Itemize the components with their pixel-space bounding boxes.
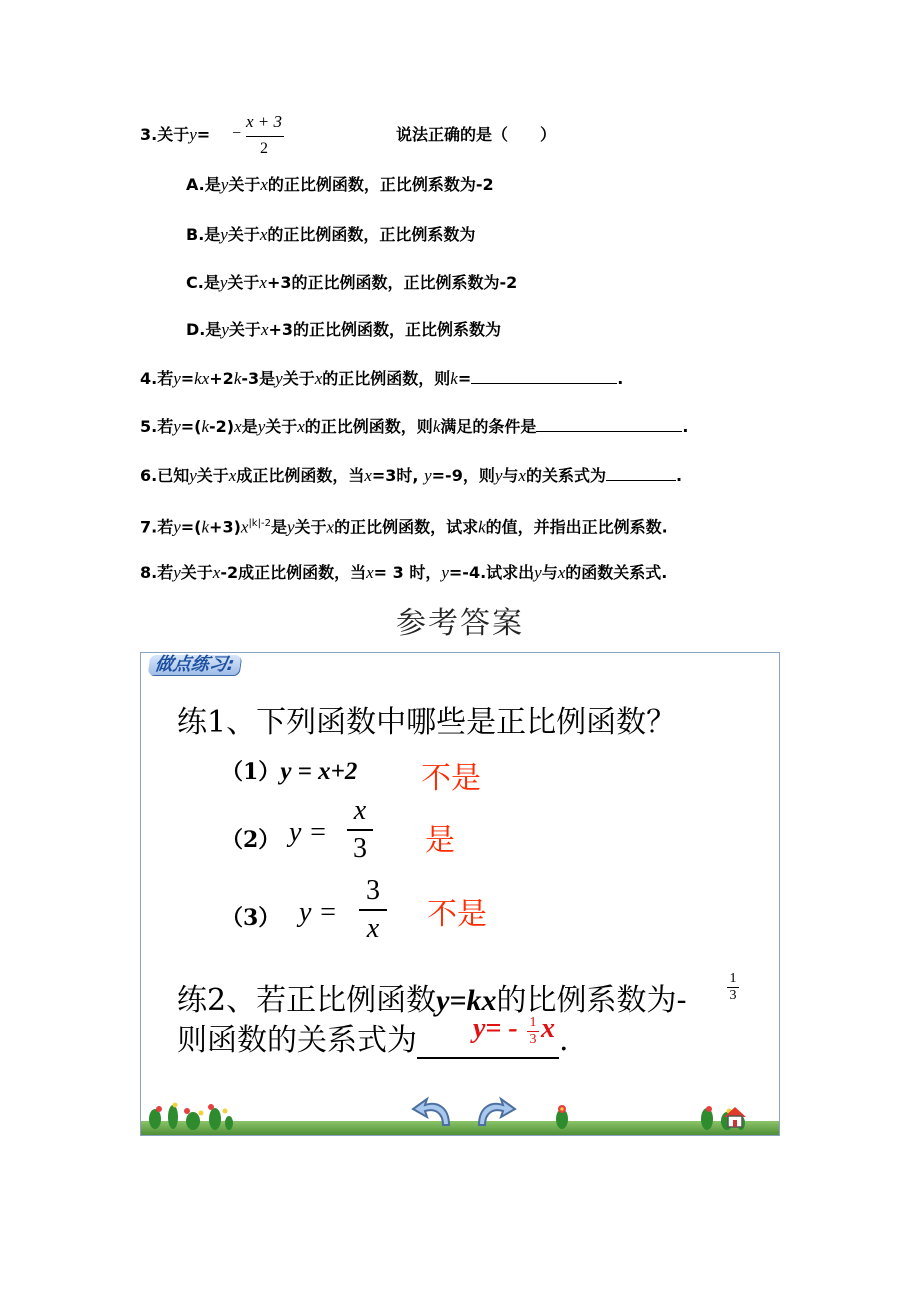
q8-v3: x	[366, 563, 374, 582]
q7-v5: x	[326, 517, 335, 537]
q3-frac-den: 2	[260, 140, 268, 157]
item-2-fraction	[347, 795, 373, 865]
option-d	[186, 320, 501, 340]
q4-t3: +2	[209, 369, 234, 388]
q6-v4: y	[424, 466, 432, 485]
q5-t5: 关于	[265, 417, 298, 436]
q4-t4: -3是	[241, 369, 276, 388]
opt-d-t1: D.是	[186, 320, 222, 339]
q5-t2: =(	[180, 417, 202, 436]
q5-t4: 是	[241, 417, 258, 436]
q7-v6: k	[478, 517, 486, 537]
q3-minus: −	[232, 125, 242, 142]
q6-v1: y	[189, 466, 197, 485]
q5-v6: k	[432, 417, 441, 436]
q7-v4: y	[286, 517, 295, 537]
q7-exponent: |k|-2	[248, 518, 271, 529]
q6-v2: x	[228, 466, 237, 485]
item-3-lhs: y =	[299, 897, 338, 928]
opt-c-t3: +3的正比例函数，正比例系数为-2	[266, 273, 518, 292]
q7-t7: 的值，并指出正比例系数.	[485, 517, 668, 537]
q8-t4: = 3 时，	[373, 563, 442, 582]
exercise-2-num: 1	[729, 971, 737, 986]
q8-t1: 8.若	[140, 563, 174, 582]
q6-end: .	[675, 466, 683, 485]
q5-v5: x	[297, 417, 305, 436]
exercise-2-den: 3	[729, 988, 737, 1003]
opt-c-t1: C.是	[186, 273, 220, 292]
question-5	[140, 417, 688, 437]
q4-end: .	[617, 369, 624, 388]
q4-v1: y	[173, 369, 181, 388]
flower-mid-icon	[551, 1101, 573, 1129]
q7-v2: k	[201, 517, 210, 537]
q4-v4: y	[275, 369, 283, 388]
q7-t5: 关于	[294, 517, 327, 537]
q4-v5: x	[314, 369, 323, 388]
exercise-2-text-b: 的比例系数为-	[496, 983, 687, 1018]
question-4	[140, 369, 623, 389]
q8-t5: =-4.试求出	[448, 563, 535, 582]
exercise-2-answer-fraction	[527, 1015, 539, 1048]
flowers-left-icon	[145, 1097, 235, 1131]
item-1	[221, 755, 357, 786]
q5-t3: -2)	[209, 417, 235, 436]
q3-fraction	[240, 112, 288, 160]
answer-slide	[140, 652, 780, 1136]
q3-var: y	[189, 125, 197, 144]
question-7	[140, 514, 668, 537]
exercise-2-answer-num: 1	[529, 1015, 537, 1030]
item-2-lhs: y =	[289, 817, 328, 848]
q4-t6: 的正比例函数，则	[322, 369, 451, 388]
exercise-2-end: .	[559, 1023, 569, 1058]
q4-v2: kx	[194, 369, 210, 388]
slide-badge: 做点练习:	[148, 655, 242, 675]
exercise-2-answer-b: x	[541, 1013, 555, 1044]
q8-t3: -2成正比例函数，当	[220, 563, 367, 582]
q4-v6: k	[450, 369, 458, 388]
q5-t7: 满足的条件是	[440, 417, 537, 436]
q6-t5: =-9，则	[431, 466, 495, 485]
opt-b-v1: y	[220, 225, 228, 244]
item-2-num: x	[353, 795, 367, 826]
forward-arrow-icon[interactable]	[471, 1095, 519, 1131]
q4-t5: 关于	[282, 369, 315, 388]
q3-prefix: 3.关于	[140, 125, 190, 144]
q8-v4: y	[441, 563, 449, 582]
opt-a-t2: 关于	[228, 175, 261, 194]
q7-t2: =(	[180, 517, 202, 537]
q8-t7: 的函数关系式.	[565, 563, 668, 582]
q6-t3: 成正比例函数，当	[236, 466, 365, 485]
opt-a-v1: y	[220, 175, 229, 194]
q5-v1: y	[173, 417, 181, 436]
exercise-2-answer-a: y= -	[473, 1013, 518, 1044]
item-1-expr: y = x+2	[280, 758, 358, 785]
q7-t3: +3)	[209, 517, 241, 537]
q6-t2: 关于	[196, 466, 229, 485]
question-3	[140, 125, 210, 145]
home-icon[interactable]	[721, 1103, 749, 1131]
item-1-label: （1）	[221, 759, 281, 785]
opt-b-t1: B.是	[186, 225, 221, 244]
grass-strip	[141, 1121, 779, 1135]
back-arrow-icon[interactable]	[409, 1095, 457, 1131]
item-1-answer: 不是	[421, 761, 481, 796]
q8-t6: 与	[541, 563, 558, 582]
answers-heading: 参考答案	[396, 606, 524, 641]
q6-v5: y	[494, 466, 503, 485]
q3-frac-bar	[246, 136, 284, 137]
item-2-bar	[347, 829, 373, 831]
item-3-bar	[359, 909, 387, 911]
opt-a-t1: A.是	[186, 175, 221, 194]
question-6	[140, 466, 682, 486]
exercise-2-fraction	[727, 971, 739, 1004]
q5-t6: 的正比例函数，则	[304, 417, 433, 436]
opt-d-t2: 关于	[228, 320, 261, 339]
q8-v6: x	[557, 563, 566, 582]
q4-t1: 4.若	[140, 369, 174, 388]
exercise-2-text-a: 练2、若正比例函数	[177, 983, 437, 1018]
item-3-den: x	[366, 913, 380, 944]
question-8	[140, 563, 667, 583]
option-b	[186, 225, 475, 245]
item-3-label: （3）	[221, 905, 281, 931]
item-3-answer: 不是	[427, 897, 487, 932]
q8-t2: 关于	[180, 563, 213, 582]
q5-answer-blank[interactable]	[536, 417, 682, 432]
exercise-2-text-c: 则函数的关系式为	[177, 1023, 417, 1058]
opt-a-t3: 的正比例函数，正比例系数为-2	[267, 175, 494, 194]
opt-b-t3: 的正比例函数，正比例系数为	[267, 225, 476, 244]
q5-v4: y	[257, 417, 266, 436]
q5-v2: k	[201, 417, 210, 436]
q7-t4: 是	[270, 517, 287, 537]
opt-d-v2: x	[260, 320, 269, 339]
item-2-answer: 是	[425, 823, 455, 858]
q7-t6: 的正比例函数，试求	[334, 517, 479, 537]
opt-d-v1: y	[221, 320, 229, 339]
q6-v3: x	[364, 466, 372, 485]
q6-v6: x	[518, 466, 526, 485]
opt-b-t2: 关于	[227, 225, 260, 244]
item-2-den: 3	[353, 833, 367, 864]
q4-t7: =	[457, 369, 472, 388]
opt-c-t2: 关于	[227, 273, 260, 292]
item-3-num: 3	[366, 875, 380, 906]
q3-frac-num: x + 3	[245, 112, 283, 131]
opt-a-v2: x	[260, 175, 268, 194]
item-2-label: （2）	[221, 827, 281, 853]
opt-b-v2: x	[259, 225, 268, 244]
q4-answer-blank[interactable]	[471, 369, 617, 384]
exercise-1-prompt: 练1、下列函数中哪些是正比例函数？	[177, 705, 677, 740]
q5-v3: x	[234, 417, 242, 436]
q8-v1: y	[173, 563, 181, 582]
q7-t1: 7.若	[140, 517, 174, 537]
exercise-2-answer-den: 3	[529, 1032, 537, 1047]
option-a	[186, 175, 494, 195]
q7-v1: y	[173, 517, 181, 537]
option-c	[186, 273, 517, 293]
q5-end: .	[682, 417, 689, 436]
q6-t7: 的关系式为	[525, 466, 606, 485]
q3-suffix: 说法正确的是（ ）	[396, 125, 557, 144]
q6-t6: 与	[502, 466, 519, 485]
q6-t1: 6.已知	[140, 466, 190, 485]
q7-v3: x	[240, 517, 249, 537]
exercise-2-line-1	[177, 975, 687, 1019]
opt-d-t3: +3的正比例函数，正比例系数为	[268, 320, 502, 339]
q4-t2: =	[180, 369, 195, 388]
q8-v2: x	[212, 563, 221, 582]
item-3-fraction	[359, 875, 387, 945]
q4-v3: k	[233, 369, 242, 388]
exercise-2-expr: y=kx	[436, 984, 497, 1017]
q6-answer-blank[interactable]	[606, 466, 676, 481]
opt-c-v1: y	[219, 273, 228, 292]
q6-t4: =3时,	[371, 466, 425, 485]
q3-eq: =	[196, 125, 211, 144]
q5-t1: 5.若	[140, 417, 174, 436]
opt-c-v2: x	[259, 273, 267, 292]
q8-v5: y	[534, 563, 542, 582]
